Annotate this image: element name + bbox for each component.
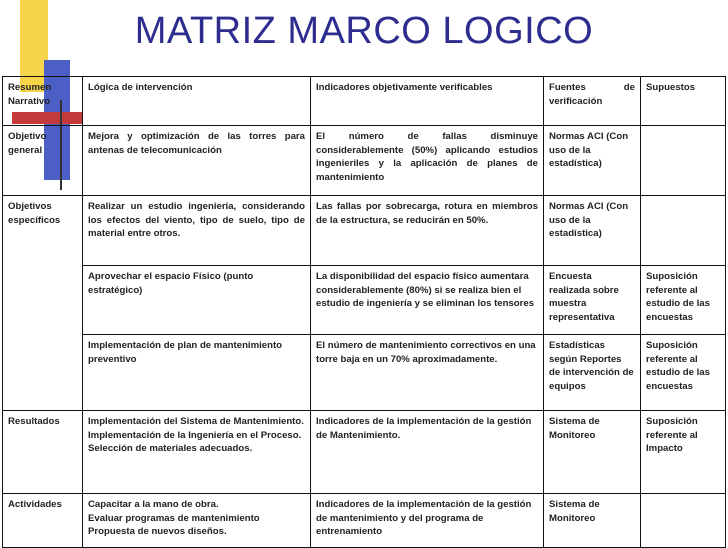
logic-results-line-1: Implementación del Sistema de Mantenimiento. xyxy=(88,416,304,427)
logic-activities xyxy=(83,494,311,548)
sources-results: Sistema de Monitoreo xyxy=(544,411,641,494)
sources-specific-3: Estadísticas según Reportes de intervención de equipos xyxy=(544,335,641,411)
row-activities xyxy=(3,494,726,548)
indicators-activities: Indicadores de la implementación de la gestión de mantenimiento y del programa de entrenamiento xyxy=(311,494,544,548)
narrative-activities: Actividades xyxy=(3,494,83,548)
logic-results xyxy=(83,411,311,494)
indicators-specific-3: El número de mantenimiento correctivos en una torre baja en un 70% aproximadamente. xyxy=(311,335,544,411)
logic-general: Mejora y optimización de las torres para antenas de telecomunicación xyxy=(83,126,311,196)
assumptions-general xyxy=(641,126,726,196)
logic-specific-2: Aprovechar el espacio Físico (punto estratégico) xyxy=(83,266,311,335)
header-indicators: Indicadores objetivamente verificables xyxy=(311,77,544,126)
indicators-specific-1: Las fallas por sobrecarga, rotura en miembros de la estructura, se reducirán en 50%. xyxy=(311,196,544,266)
assumptions-specific-1 xyxy=(641,196,726,266)
row-specific-2 xyxy=(3,266,726,335)
narrative-results: Resultados xyxy=(3,411,83,494)
header-row xyxy=(3,77,726,126)
sources-specific-1: Normas ACI (Con uso de la estadística) xyxy=(544,196,641,266)
page-title: MATRIZ MARCO LOGICO xyxy=(134,10,594,52)
logic-specific-1: Realizar un estudio ingeniería, considerando los efectos del viento, tipo de suelo, tipo de material entre otros. xyxy=(83,196,311,266)
row-general-objective xyxy=(3,126,726,196)
narrative-general: Objetivo general xyxy=(3,126,83,196)
header-assumptions: Supuestos xyxy=(641,77,726,126)
header-sources: Fuentes de verificación xyxy=(544,77,641,126)
logic-activities-line-2: Evaluar programas de mantenimiento xyxy=(88,512,260,524)
logic-activities-line-1: Capacitar a la mano de obra. xyxy=(88,499,219,510)
narrative-specific: Objetivos específicos xyxy=(3,196,83,411)
row-specific-3 xyxy=(3,335,726,411)
header-narrative: Resumen Narrativo xyxy=(3,77,83,126)
assumptions-results: Suposición referente al Impacto xyxy=(641,411,726,494)
assumptions-specific-2: Suposición referente al estudio de las encuestas xyxy=(641,266,726,335)
logical-framework-table xyxy=(2,76,726,548)
logic-results-line-2: Implementación de la Ingeniería en el Proceso. xyxy=(88,429,302,441)
row-results xyxy=(3,411,726,494)
assumptions-specific-3: Suposición referente al estudio de las encuestas xyxy=(641,335,726,411)
sources-activities: Sistema de Monitoreo xyxy=(544,494,641,548)
header-logic: Lógica de intervención xyxy=(83,77,311,126)
row-specific-1 xyxy=(3,196,726,266)
sources-general: Normas ACI (Con uso de la estadística) xyxy=(544,126,641,196)
logic-results-line-3: Selección de materiales adecuados. xyxy=(88,443,253,455)
logic-specific-3: Implementación de plan de mantenimiento preventivo xyxy=(83,335,311,411)
indicators-specific-2: La disponibilidad del espacio físico aumentara considerablemente (80%) si se realiza bien el estudio de ingeniería y se eliminan los tensores xyxy=(311,266,544,335)
indicators-general: El número de fallas disminuye considerablemente (50%) aplicando estudios ingenieriles y la aplicación de planes de mantenimiento xyxy=(311,126,544,196)
logic-activities-line-3: Propuesta de nuevos diseños. xyxy=(88,526,227,538)
indicators-results: Indicadores de la implementación de la gestión de Mantenimiento. xyxy=(311,411,544,494)
sources-specific-2: Encuesta realizada sobre muestra representativa xyxy=(544,266,641,335)
assumptions-activities xyxy=(641,494,726,548)
